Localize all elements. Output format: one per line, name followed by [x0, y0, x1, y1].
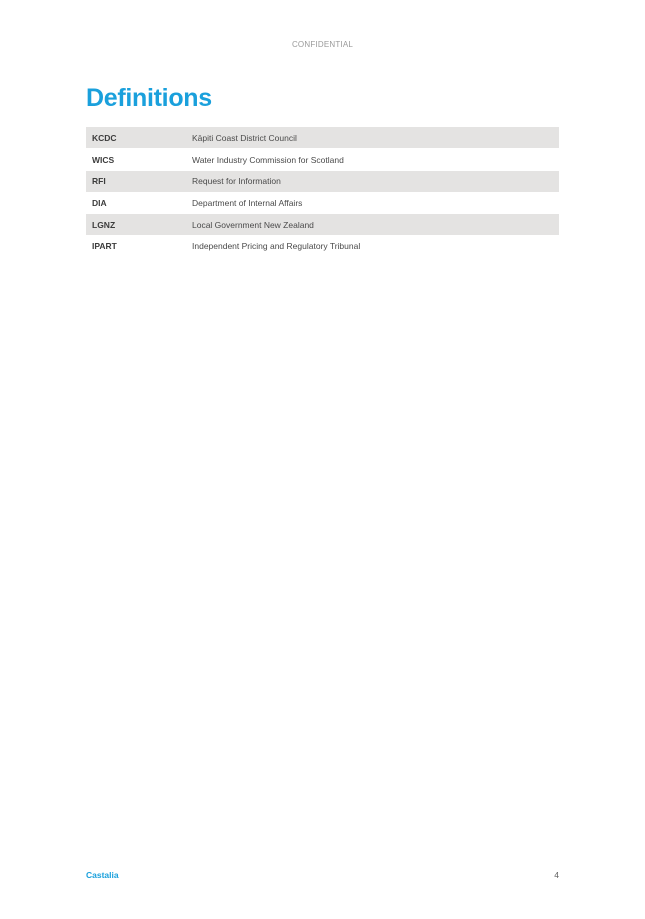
definition-meaning: Department of Internal Affairs [186, 192, 559, 214]
definition-abbreviation: RFI [86, 170, 186, 192]
confidential-header: CONFIDENTIAL [291, 40, 354, 49]
definition-abbreviation: IPART [86, 235, 186, 257]
definition-abbreviation: DIA [86, 192, 186, 214]
table-row [86, 192, 559, 214]
definition-meaning: Kāpiti Coast District Council [186, 127, 559, 149]
table-row [86, 170, 559, 192]
definition-abbreviation: KCDC [86, 127, 186, 149]
table-row [86, 214, 559, 236]
definitions-table [86, 127, 559, 258]
table-row [86, 149, 559, 171]
definition-meaning: Water Industry Commission for Scotland [186, 149, 559, 171]
definition-meaning: Independent Pricing and Regulatory Tribunal [186, 235, 559, 257]
page-number: 4 [554, 870, 559, 880]
footer-brand: Castalia [86, 870, 119, 880]
page-title: Definitions [86, 84, 212, 112]
definition-meaning: Local Government New Zealand [186, 214, 559, 236]
definition-meaning: Request for Information [186, 170, 559, 192]
table-row [86, 235, 559, 257]
definition-abbreviation: WICS [86, 149, 186, 171]
table-row [86, 127, 559, 149]
definition-abbreviation: LGNZ [86, 214, 186, 236]
